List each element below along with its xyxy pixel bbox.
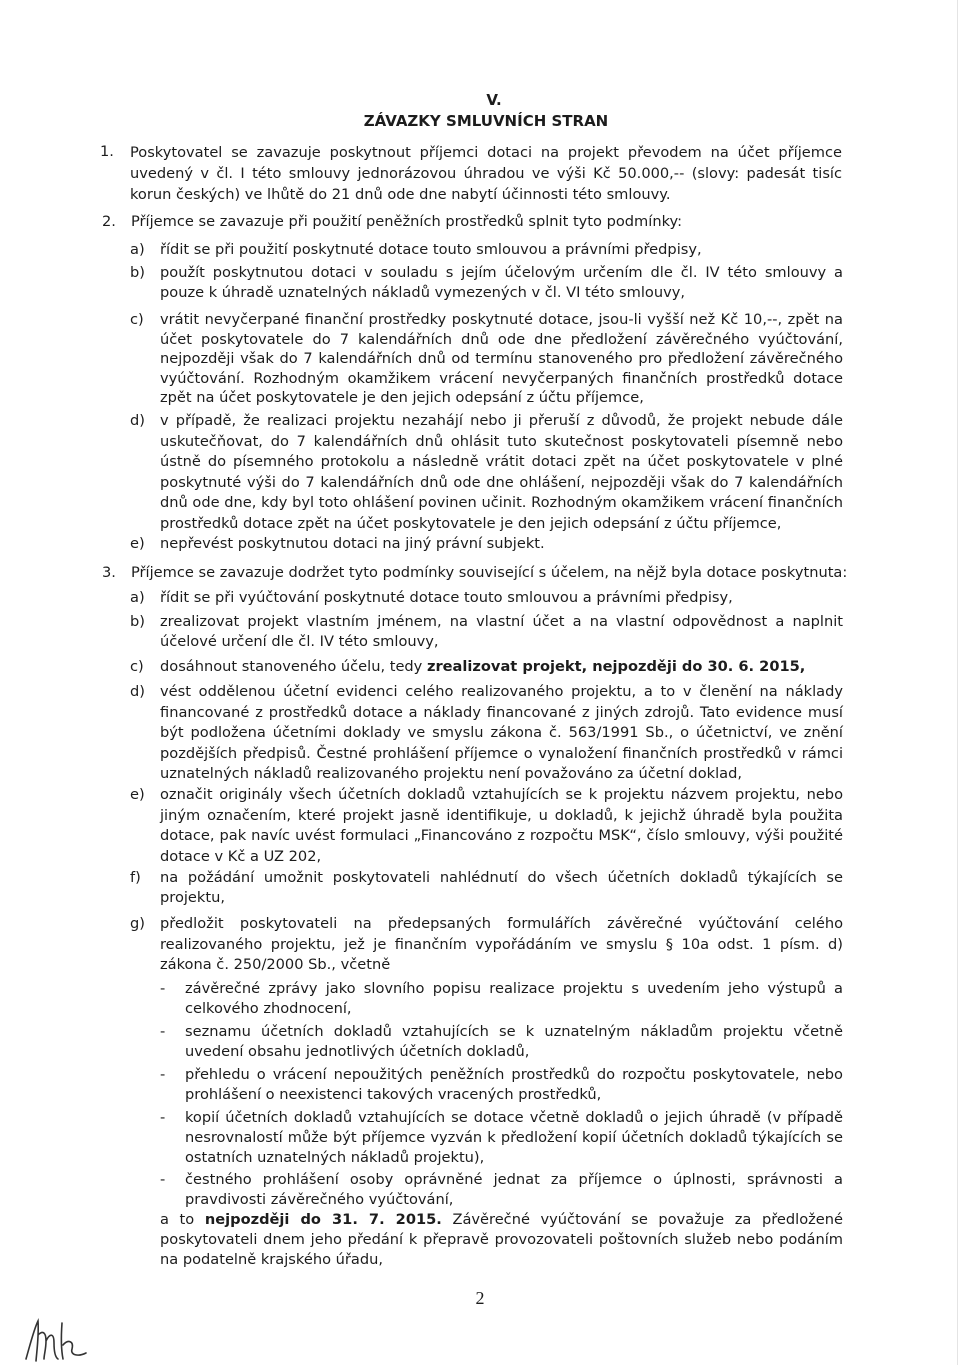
- closing-deadline: nejpozději do 31. 7. 2015.: [204, 1211, 442, 1228]
- clause-3a-text: řídit se při vyúčtování poskytnuté dotace touto smlouvou a právními předpisy,: [160, 589, 733, 606]
- clause-2b-label: b): [130, 264, 145, 281]
- clause-2a-text: řídit se při použití poskytnuté dotace touto smlouvou a právními předpisy,: [160, 241, 702, 258]
- clause-2b-text: použít poskytnutou dotaci v souladu s jejím účelovým určením dle čl. IV této smlouvy a pouze k úhradě uznatelných nákladů vymezených v čl. VI této smlouvy,: [160, 264, 843, 301]
- clause-2a-label: a): [130, 241, 145, 258]
- page-number: 2: [475, 1288, 485, 1308]
- bullet-declaration: čestného prohlášení osoby oprávněné jednat za příjemce o úplnosti, správnosti a pravdivosti závěrečného vyúčtování,: [185, 1171, 843, 1208]
- clause-2-number: 2.: [102, 213, 116, 230]
- clause-3b-text: zrealizovat projekt vlastním jménem, na vlastní účet a na vlastní odpovědnost a naplnit účelové určení dle čl. IV této smlouvy,: [160, 613, 843, 650]
- bullet-report: závěrečné zprávy jako slovního popisu realizace projektu s uvedením jeho výstupů a celkového zhodnocení,: [185, 980, 843, 1017]
- bullet-document-list: seznamu účetních dokladů vztahujících se k uznatelným nákladům projektu včetně uvedení obsahu jednotlivých účetních dokladů,: [185, 1023, 843, 1060]
- clause-3a-label: a): [130, 589, 145, 606]
- clause-2d-text: v případě, že realizaci projektu nezahájí nebo ji přeruší z důvodů, že projekt nebude dále uskutečňovat, do 7 kalendářních dnů ohlásit tuto skutečnost poskytovateli písemně nebo ústně do písemného protokolu a následně vrátit dotaci zpět na účet poskytovatele v plné poskytnuté výši do 7 kalendářních dnů ode dne ohlášení, nejpozději však do 7 kalendářních dnů ode dne, kdy byl toto ohlášení povinen učinit. Rozhodným okamžikem vrácení finančních prostředků dotace zpět na účet poskytovatele je den jejich odepsání z účtu příjemce,: [160, 412, 843, 532]
- clause-3g-text: předložit poskytovateli na předepsaných formulářích závěrečné vyúčtování celého realizovaného projektu, jež je finančním vypořádáním ve smyslu § 10a odst. 1 písm. d) zákona č. 250/2000 Sb., včetně: [160, 915, 843, 973]
- section-title: ZÁVAZKY SMLUVNÍCH STRAN: [363, 112, 609, 130]
- bullet-dash: -: [160, 1066, 166, 1083]
- clause-3f-text: na požádání umožnit poskytovateli nahlédnutí do všech účetních dokladů týkajících se projektu,: [160, 869, 843, 906]
- clause-3d-text: vést oddělenou účetní evidenci celého realizovaného projektu, a to v členění na náklady financované z prostředků dotace a náklady financované z jiných zdrojů. Tato evidence musí být podložena účetními doklady ve smyslu zákona č. 563/1991 Sb., o účetnictví, ve znění pozdějších předpisů. Čestné prohlášení příjemce o vynaložení finančních prostředků v rámci uznatelných nákladů realizovaného projektu není považováno za účetní doklad,: [160, 683, 843, 783]
- clause-3c-deadline: zrealizovat projekt, nejpozději do 30. 6. 2015,: [426, 658, 806, 675]
- clause-3g-label: g): [130, 915, 145, 932]
- clause-3f-label: f): [130, 869, 141, 886]
- section-number: V.: [486, 91, 502, 109]
- bullet-refund-overview: přehledu o vrácení nepoužitých peněžních prostředků do rozpočtu poskytovatele, nebo prohlášení o neexistenci takových vracených prostředků,: [185, 1066, 843, 1103]
- bullet-dash: -: [160, 1023, 166, 1040]
- clause-2e-label: e): [130, 535, 145, 552]
- clause-3-number: 3.: [102, 564, 116, 581]
- clause-3c-label: c): [130, 658, 144, 675]
- clause-3e-label: e): [130, 786, 145, 803]
- clause-2e-text: nepřevést poskytnutou dotaci na jiný právní subjekt.: [160, 535, 545, 552]
- bullet-document-copies: kopií účetních dokladů vztahujících se dotace včetně dokladů o jejich úhradě (v případě nesrovnalostí může být příjemce vyzván k předložení kopií účetních dokladů týkajících se ostatních uznatelných nákladů projektu),: [185, 1109, 843, 1166]
- clause-3e-text: označit originály všech účetních dokladů vztahujících se k projektu názvem projektu, nebo jiným označením, které projekt jasně identifikuje, u dokladů, k jejichž úhradě byla použita dotace, pak navíc uvést formulaci „Financováno z rozpočtu MSK“, číslo smlouvy, výši použité dotace v Kč a UZ 202,: [160, 786, 843, 865]
- handwritten-signature: [22, 1315, 92, 1363]
- scan-edge-line: [957, 0, 958, 1365]
- clause-3g-closing: [160, 1210, 843, 1270]
- closing-prefix: a to: [160, 1211, 205, 1228]
- clause-1-number: 1.: [100, 143, 114, 160]
- closing-rest: Závěrečné vyúčtování se považuje za předložené poskytovateli dnem jeho předání k přepravě provozovateli poštovních služeb nebo podáním na podatelně krajského úřadu,: [160, 1211, 843, 1268]
- clause-3d-label: d): [130, 683, 145, 700]
- clause-2c-text: vrátit nevyčerpané finanční prostředky poskytnuté dotace, jsou-li vyšší než Kč 10,--, zpět na účet poskytovatele do 7 kalendářních dnů ode dne předložení závěrečného vyúčtování, nejpozději však do 7 kalendářních dnů od termínu stanoveného pro předložení závěrečného vyúčtování. Rozhodným okamžikem vrácení nevyčerpaných finančních prostředků dotace zpět na účet poskytovatele je den jejich odepsání z účtu příjemce,: [160, 311, 843, 407]
- clause-3-intro: Příjemce se zavazuje dodržet tyto podmínky související s účelem, na nějž byla dotace poskytnuta:: [131, 564, 848, 581]
- clause-1-text: Poskytovatel se zavazuje poskytnout příjemci dotaci na projekt převodem na účet příjemce uvedený v čl. I této smlouvy jednorázovou úhradou ve výši Kč 50.000,-- (slovy: padesát tisíc korun českých) ve lhůtě do 21 dnů ode dne nabytí účinnosti této smlouvy.: [130, 144, 842, 203]
- bullet-dash: -: [160, 1171, 166, 1188]
- clause-2d-label: d): [130, 412, 145, 429]
- clause-3c-text-plain: dosáhnout stanoveného účelu, tedy: [160, 658, 427, 675]
- clause-3b-label: b): [130, 613, 145, 630]
- bullet-dash: -: [160, 980, 166, 997]
- clause-2-intro: Příjemce se zavazuje při použití peněžních prostředků splnit tyto podmínky:: [131, 213, 682, 230]
- bullet-dash: -: [160, 1109, 166, 1126]
- clause-3c-text: [160, 657, 860, 677]
- clause-2c-label: c): [130, 311, 144, 328]
